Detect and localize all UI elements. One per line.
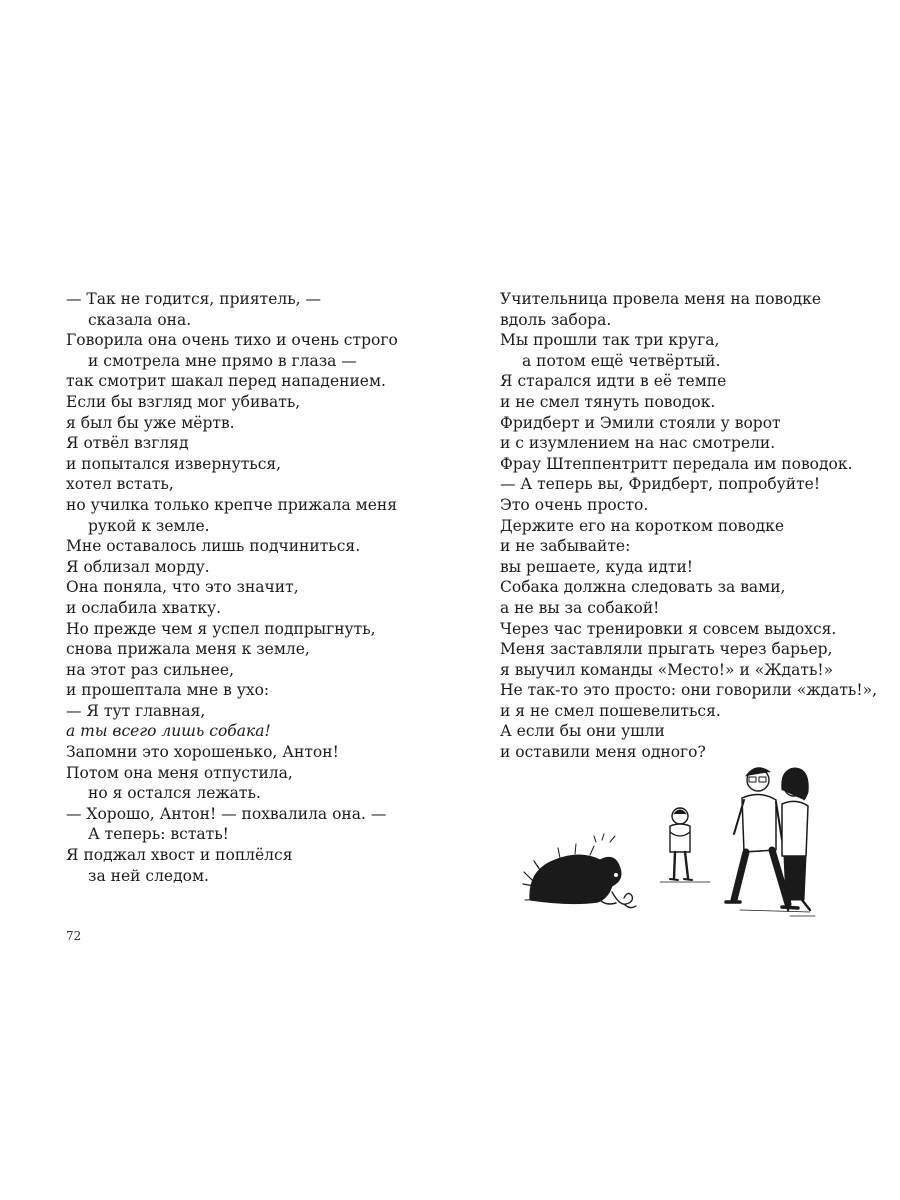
text-line: — Я тут главная, [66,701,206,720]
text-line: но я остался лежать. [88,784,261,803]
text-line: так смотрит шакал перед нападением. [66,372,386,391]
text-line: и смотрела мне прямо в глаза — [88,351,357,370]
text-line: Мне оставалось лишь подчиниться. [66,537,361,556]
text-line: А теперь: встать! [88,825,229,844]
text-line: Я облизал морду. [66,557,210,576]
text-line: и не смел тянуть поводок. [500,392,716,411]
text-line: вдоль забора. [500,310,612,329]
text-line: Фридберт и Эмили стояли у ворот [500,413,781,432]
text-line: — А теперь вы, Фридберт, попробуйте! [500,475,821,494]
text-line: но училка только крепче прижала меня [66,495,398,514]
text-line: и оставили меня одного? [500,743,706,762]
text-line: и прошептала мне в ухо: [66,681,270,700]
text-line: Я отвёл взгляд [66,434,189,453]
text-line: снова прижала меня к земле, [66,640,310,659]
text-line: — Хорошо, Антон! — похвалила она. — [66,804,387,823]
text-line: Через час тренировки я совсем выдохся. [500,619,837,638]
text-line: Мы прошли так три круга, [500,331,720,350]
text-line: и ослабила хватку. [66,598,222,617]
text-line: за ней следом. [88,866,209,885]
text-line: вы решаете, куда идти! [500,557,694,576]
text-line: рукой к земле. [88,516,210,535]
text-line: Не так-то это просто: они говорили «ждать!», [500,681,877,700]
text-line: Потом она меня отпустила, [66,763,293,782]
text-line: я выучил команды «Место!» и «Ждать!» [500,660,834,679]
text-line: и я не смел пошевелиться. [500,701,721,720]
text-line: Я старался идти в её темпе [500,372,727,391]
text-line: Меня заставляли прыгать через барьер, [500,640,833,659]
page-number: 72 [66,929,82,943]
text-line: Держите его на коротком поводке [500,516,784,535]
text-line: Но прежде чем я успел подпрыгнуть, [66,619,376,638]
text-line: и попытался извернуться, [66,454,282,473]
text-line: Собака должна следовать за вами, [500,578,786,597]
text-line: Запомни это хорошенько, Антон! [66,743,339,762]
text-line: А если бы они ушли [500,722,665,741]
text-line: и не забывайте: [500,537,631,556]
text-line: на этот раз сильнее, [66,660,235,679]
text-line: Учительница провела меня на поводке [500,290,821,308]
text-line: — Так не годится, приятель, — [66,290,322,308]
left-text-column [66,289,396,886]
text-line: сказала она. [88,310,192,329]
text-line: а потом ещё четвёртый. [522,351,721,370]
dog-and-people-ink-sketch-icon [520,760,820,920]
text-line: Я поджал хвост и поплёлся [66,846,293,865]
text-line: Она поняла, что это значит, [66,578,299,597]
text-line: Если бы взгляд мог убивать, [66,392,301,411]
text-line: а ты всего лишь собака! [66,722,271,741]
text-line: я был бы уже мёртв. [66,413,235,432]
text-line: и с изумлением на нас смотрели. [500,434,776,453]
right-text-column [500,289,877,763]
text-line: Фрау Штеппентритт передала им поводок. [500,454,853,473]
text-line: Это очень просто. [500,495,649,514]
text-line: а не вы за собакой! [500,598,660,617]
text-line: Говорила она очень тихо и очень строго [66,331,398,350]
text-line: хотел встать, [66,475,174,494]
